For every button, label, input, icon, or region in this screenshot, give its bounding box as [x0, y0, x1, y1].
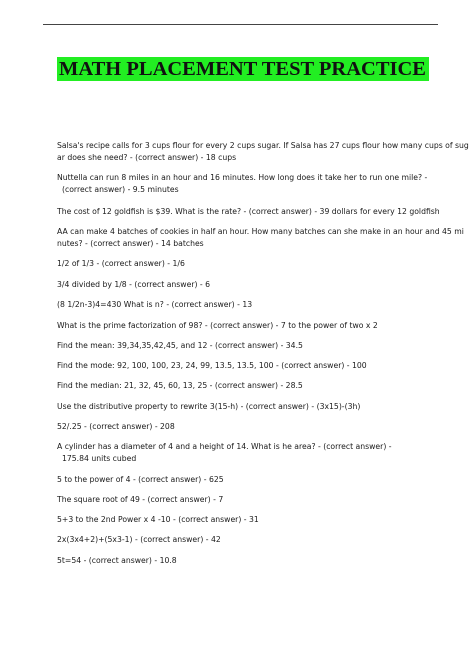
qa-item-solve-t [57, 555, 431, 567]
qa-line: 1/2 of 1/3 - (correct answer) - 1/6 [57, 259, 185, 268]
qa-line: 2x(3x4+2)+(5x3-1) - (correct answer) - 42 [57, 535, 221, 544]
qa-item-square-root [57, 494, 431, 506]
page-title: MATH PLACEMENT TEST PRACTICE [57, 57, 429, 81]
qa-line: AA can make 4 batches of cookies in half an hour. How many batches can she make in an hour and 45 mi [57, 227, 464, 236]
qa-item-mean [57, 340, 431, 352]
qa-line: A cylinder has a diameter of 4 and a height of 14. What is he area? - (correct answer) - [57, 442, 392, 451]
qa-line: The square root of 49 - (correct answer) - 7 [57, 495, 224, 504]
qa-item-nuttella [57, 172, 431, 196]
qa-item-salsa [57, 140, 469, 164]
qa-line: 3/4 divided by 1/8 - (correct answer) - 6 [57, 280, 211, 289]
qa-line: 52/.25 - (correct answer) - 208 [57, 422, 175, 431]
qa-line: Use the distributive property to rewrite 3(15-h) - (correct answer) - (3x15)-(3h) [57, 402, 361, 411]
qa-line: The cost of 12 goldfish is $39. What is the rate? - (correct answer) - 39 dollars for every 12 goldfish [57, 207, 440, 216]
qa-line: ar does she need? - (correct answer) - 18 cups [57, 153, 237, 162]
qa-item-power [57, 474, 431, 486]
qa-item-median [57, 380, 431, 392]
qa-line: Find the mode: 92, 100, 100, 23, 24, 99, 13.5, 13.5, 100 - (correct answer) - 100 [57, 361, 367, 370]
qa-item-expression [57, 534, 431, 546]
qa-item-order-of-operations [57, 514, 431, 526]
qa-item-prime-factorization [57, 320, 431, 332]
qa-line: (8 1/2n-3)4=430 What is n? - (correct answer) - 13 [57, 300, 253, 309]
qa-item-cylinder [57, 441, 431, 465]
qa-line: 5 to the power of 4 - (correct answer) - 625 [57, 475, 224, 484]
qa-line: 175.84 units cubed [62, 454, 137, 463]
qa-item-goldfish [57, 206, 440, 218]
qa-line: Salsa's recipe calls for 3 cups flour for every 2 cups sugar. If Salsa has 27 cups flour how many cups of sug [57, 141, 469, 150]
qa-line: Find the median: 21, 32, 45, 60, 13, 25 - (correct answer) - 28.5 [57, 381, 303, 390]
qa-line: 5t=54 - (correct answer) - 10.8 [57, 556, 177, 565]
qa-line: nutes? - (correct answer) - 14 batches [57, 239, 204, 248]
qa-item-division [57, 421, 431, 433]
qa-item-cookies [57, 226, 464, 250]
qa-line: What is the prime factorization of 98? - (correct answer) - 7 to the power of two x 2 [57, 321, 378, 330]
qa-item-fraction-divide [57, 279, 431, 291]
qa-item-solve-n [57, 299, 431, 311]
top-rule [43, 24, 438, 25]
qa-line: (correct answer) - 9.5 minutes [62, 185, 179, 194]
qa-line: 5+3 to the 2nd Power x 4 -10 - (correct answer) - 31 [57, 515, 259, 524]
qa-item-fraction-of [57, 258, 431, 270]
qa-line: Find the mean: 39,34,35,42,45, and 12 - (correct answer) - 34.5 [57, 341, 303, 350]
qa-item-mode [57, 360, 431, 372]
qa-item-distributive [57, 401, 431, 413]
qa-line: Nuttella can run 8 miles in an hour and 16 minutes. How long does it take her to run one mile? - [57, 173, 428, 182]
